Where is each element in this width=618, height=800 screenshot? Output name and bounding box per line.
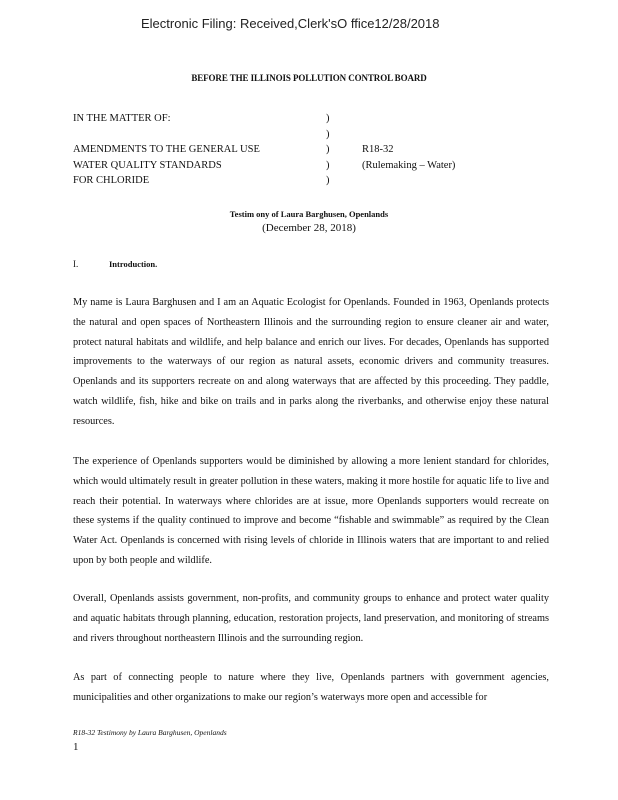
caption-line: FOR CHLORIDE <box>73 175 150 186</box>
caption-line <box>73 127 260 143</box>
caption-paren: ) <box>326 144 330 155</box>
body-paragraph: My name is Laura Barghusen and I am an Aquatic Ecologist for Openlands. Founded in 1963, Openlands protects the natural and open spaces of Northeastern Illinois and the surrounding region to ensure cleaner air and water, protect natural habitats and wildlife, and help balance and enrich our lives. For decades, Openlands has supported improvements to the waterways of our region as natural assets, economic drivers and community treasures. Openlands and its supporters recreate on and along waterways that are affected by this proceeding. They paddle, watch wildlife, fish, hike and bike on trails and in parks along the riverbanks, and otherwise enjoy these natural resources. <box>73 297 549 427</box>
page-number: 1 <box>73 741 79 753</box>
body-paragraph: As part of connecting people to nature where they live, Openlands partners with government agencies, municipalities and other organizations to make our region’s waterways more open and accessible for <box>73 672 549 703</box>
section-title: Introduction. <box>109 259 158 269</box>
body-paragraph: The experience of Openlands supporters would be diminished by allowing a more lenient standard for chlorides, which would ultimately result in greater pollution in these waters, making it more hostile for aquatic life to live and reach their potential. In waterways where chlorides are at issue, more Openlands supporters would recreate on these systems if the quality continued to improve and become “fishable and swimmable” as required by the Clean Water Act. Openlands is concerned with rising levels of chloride in Illinois waters that are important to and relied upon by both people and wildlife. <box>73 456 549 566</box>
caption-paren: ) <box>326 128 330 140</box>
caption-line: IN THE MATTER OF: <box>73 113 171 124</box>
caption-line: AMENDMENTS TO THE GENERAL USE <box>73 144 260 155</box>
docket-number: R18-32 <box>362 144 394 155</box>
case-caption-right <box>362 142 455 173</box>
caption-paren: ) <box>326 159 330 171</box>
testimony-title: Testim ony of Laura Barghusen, Openlands <box>229 209 389 219</box>
caption-paren: ) <box>326 175 330 186</box>
section-number: I. <box>73 259 79 269</box>
caption-parentheses <box>326 111 330 189</box>
caption-paren: ) <box>326 113 330 124</box>
board-title: BEFORE THE ILLINOIS POLLUTION CONTROL BOARD <box>191 73 427 83</box>
body-paragraph: Overall, Openlands assists government, non-profits, and community groups to enhance and protect water quality and aquatic habitats through planning, education, restoration projects, land preservation, and monitoring of streams and rivers throughout northeastern Illinois and the surrounding region. <box>73 593 549 644</box>
electronic-filing-stamp: Electronic Filing: Received,Clerk'sO ffice12/28/2018 <box>141 16 440 31</box>
caption-line: WATER QUALITY STANDARDS <box>73 159 222 171</box>
rulemaking-type: (Rulemaking – Water) <box>362 159 456 171</box>
testimony-date: (December 28, 2018) <box>262 222 356 234</box>
case-caption-left <box>73 111 260 189</box>
page-footer-text: R18-32 Testimony by Laura Barghusen, Openlands <box>73 728 227 737</box>
